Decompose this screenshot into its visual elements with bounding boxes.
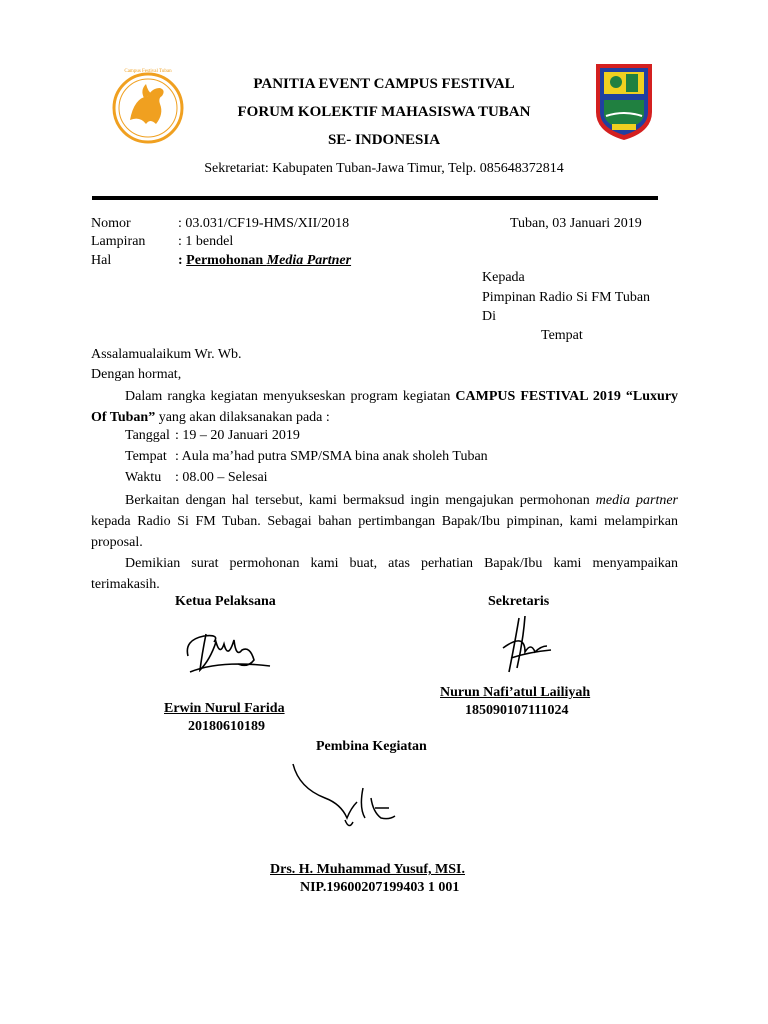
- tanggal-value: : 19 – 20 Januari 2019: [175, 428, 300, 443]
- tempat-label: Tempat: [125, 449, 167, 464]
- ketua-id: 20180610189: [188, 719, 265, 734]
- header-address: Sekretariat: Kabupaten Tuban-Jawa Timur, Telp. 085648372814: [204, 161, 564, 176]
- ketua-signature: [180, 620, 280, 680]
- sekretaris-title: Sekretaris: [488, 594, 550, 609]
- hal-label: Hal: [91, 253, 112, 268]
- paragraph-1-text-a: Dalam rangka kegiatan menyukseskan program kegiatan: [125, 389, 456, 404]
- paragraph-1-event-name: CAMPUS FESTIVAL 2019: [455, 389, 621, 404]
- recipient-name: Pimpinan Radio Si FM Tuban: [482, 290, 651, 305]
- nomor-value: : 03.031/CF19-HMS/XII/2018: [178, 216, 350, 231]
- tempat-value: : Aula ma’had putra SMP/SMA bina anak sholeh Tuban: [175, 449, 488, 464]
- paragraph-1-text-b: yang akan dilaksanakan pada :: [155, 410, 330, 425]
- hal-subject: [186, 253, 351, 268]
- greeting-salam: Assalamualaikum Wr. Wb.: [91, 347, 242, 362]
- paragraph-1-event-theme: “Luxury Of Tuban”: [91, 389, 679, 425]
- pembina-title: Pembina Kegiatan: [316, 739, 427, 754]
- paragraph-2-text-b: kepada Radio Si FM Tuban. Sebagai bahan pertimbangan Bapak/Ibu pimpinan, kami melampirkan proposal.: [91, 514, 678, 550]
- paragraph-2-text-a: Berkaitan dengan hal tersebut, kami bermaksud ingin mengajukan permohonan: [125, 493, 596, 508]
- logo-arc-text: Campus Festival Tuban: [124, 69, 172, 74]
- letter-date: Tuban, 03 Januari 2019: [510, 216, 642, 231]
- header-line-3: SE- INDONESIA: [327, 132, 441, 148]
- sekretaris-name: Nurun Nafi’atul Lailiyah: [440, 685, 591, 700]
- lampiran-label: Lampiran: [91, 234, 146, 249]
- hal-subject-italic: Media Partner: [266, 253, 352, 268]
- paragraph-2-italic: media partner: [595, 493, 679, 508]
- waktu-value: : 08.00 – Selesai: [175, 470, 268, 485]
- regency-crest: [592, 60, 656, 142]
- hal-prefix: :: [178, 253, 187, 268]
- recipient-di: Di: [482, 309, 496, 324]
- paragraph-2: [91, 490, 678, 553]
- hal-value: [178, 253, 351, 269]
- header-line-2: FORUM KOLEKTIF MAHASISWA TUBAN: [237, 104, 531, 120]
- waktu-label: Waktu: [125, 470, 162, 485]
- header-divider: [92, 196, 658, 200]
- recipient-tempat: Tempat: [541, 328, 583, 343]
- ketua-name: Erwin Nurul Farida: [164, 701, 285, 716]
- nomor-label: Nomor: [91, 216, 131, 231]
- paragraph-1: [91, 386, 678, 428]
- pembina-nip: NIP.19600207199403 1 001: [300, 880, 460, 895]
- pembina-signature: [285, 758, 425, 838]
- paragraph-3: Demikian surat permohonan kami buat, atas perhatian Bapak/Ibu kami menyampaikan terimakasih.: [91, 556, 678, 592]
- recipient-kepada: Kepada: [482, 270, 525, 285]
- header-line-1: PANITIA EVENT CAMPUS FESTIVAL: [253, 76, 515, 92]
- sekretaris-id: 185090107111024: [465, 703, 569, 718]
- ketua-title: Ketua Pelaksana: [175, 594, 276, 609]
- tanggal-label: Tanggal: [125, 428, 170, 443]
- sekretaris-signature: [495, 612, 565, 678]
- pembina-name: Drs. H. Muhammad Yusuf, MSI.: [270, 862, 465, 877]
- hal-subject-plain: Permohonan: [186, 253, 267, 268]
- greeting-hormat: Dengan hormat,: [91, 367, 182, 382]
- lampiran-value: : 1 bendel: [178, 234, 234, 249]
